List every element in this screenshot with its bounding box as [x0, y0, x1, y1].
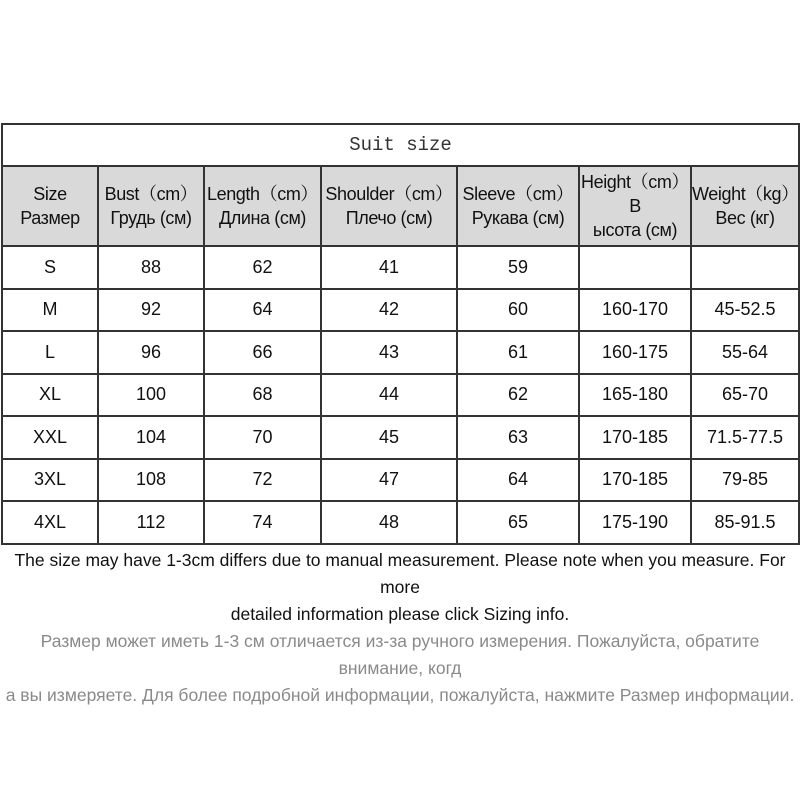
table-cell: 62	[204, 246, 321, 289]
header-line: Рукава (см)	[471, 208, 565, 228]
table-cell: M	[2, 289, 98, 332]
note-en-line: detailed information please click Sizing info.	[230, 603, 570, 624]
table-cell: 60	[457, 289, 579, 332]
table-cell: 64	[204, 289, 321, 332]
table-cell: 85-91.5	[691, 501, 799, 544]
column-header	[204, 166, 321, 246]
header-line: Длина (см)	[218, 208, 307, 228]
table-cell: 65-70	[691, 374, 799, 417]
size-chart-table	[1, 123, 800, 545]
table-cell: 47	[321, 459, 457, 502]
column-header	[457, 166, 579, 246]
table-cell: 43	[321, 331, 457, 374]
table-cell: 112	[98, 501, 204, 544]
table-cell: 74	[204, 501, 321, 544]
table-cell: 175-190	[579, 501, 691, 544]
table-cell: 64	[457, 459, 579, 502]
table-cell: 92	[98, 289, 204, 332]
table-title: Suit size	[2, 124, 799, 166]
table-row	[2, 289, 799, 332]
table-row	[2, 374, 799, 417]
table-cell: 55-64	[691, 331, 799, 374]
header-line: Грудь (см)	[110, 208, 192, 228]
table-cell: 66	[204, 331, 321, 374]
table-cell: 63	[457, 416, 579, 459]
table-cell: 65	[457, 501, 579, 544]
header-line: Length（cm）	[206, 184, 319, 204]
header-line: Weight（kg）	[692, 184, 799, 204]
table-cell: 62	[457, 374, 579, 417]
table-cell: 45-52.5	[691, 289, 799, 332]
table-row	[2, 331, 799, 374]
column-header	[691, 166, 799, 246]
table-cell: 104	[98, 416, 204, 459]
table-cell: 4XL	[2, 501, 98, 544]
header-line: Sleeve（cm）	[462, 184, 574, 204]
header-line: ысота (см)	[592, 220, 678, 240]
table-cell: 45	[321, 416, 457, 459]
table-cell: 48	[321, 501, 457, 544]
table-cell: XL	[2, 374, 98, 417]
table-cell: 100	[98, 374, 204, 417]
table-cell: 70	[204, 416, 321, 459]
table-cell: 170-185	[579, 459, 691, 502]
note-en-line: The size may have 1-3cm differs due to manual measurement. Please note when you measure. For more	[14, 549, 786, 597]
table-row	[2, 416, 799, 459]
table-cell: 96	[98, 331, 204, 374]
table-cell: 59	[457, 246, 579, 289]
table-cell	[579, 246, 691, 289]
header-line: Height（cm）В	[580, 172, 690, 216]
column-header	[2, 166, 98, 246]
table-cell: 71.5-77.5	[691, 416, 799, 459]
header-line: Shoulder（cm）	[325, 184, 453, 204]
column-header	[321, 166, 457, 246]
table-cell: 68	[204, 374, 321, 417]
table-cell: 79-85	[691, 459, 799, 502]
table-row	[2, 246, 799, 289]
table-cell: 88	[98, 246, 204, 289]
table-cell: 160-170	[579, 289, 691, 332]
note-russian	[0, 628, 800, 709]
table-cell: 42	[321, 289, 457, 332]
table-cell: 3XL	[2, 459, 98, 502]
note-ru-line: Размер может иметь 1-3 см отличается из-за ручного измерения. Пожалуйста, обратите внимание, когд	[40, 630, 760, 678]
header-line: Вес (кг)	[715, 208, 775, 228]
table-cell: 72	[204, 459, 321, 502]
note-ru-line: а вы измеряете. Для более подробной информации, пожалуйста, нажмите Размер информации.	[5, 684, 795, 705]
column-header	[579, 166, 691, 246]
table-cell: 61	[457, 331, 579, 374]
note-english	[0, 547, 800, 628]
header-line: Плечо (см)	[345, 208, 433, 228]
header-line: Bust（cm）	[104, 184, 198, 204]
table-cell	[691, 246, 799, 289]
table-cell: 165-180	[579, 374, 691, 417]
header-line: Размер	[20, 208, 80, 228]
table-cell: 108	[98, 459, 204, 502]
column-header	[98, 166, 204, 246]
table-cell: 160-175	[579, 331, 691, 374]
table-cell: 41	[321, 246, 457, 289]
table-cell: 44	[321, 374, 457, 417]
table-row	[2, 459, 799, 502]
table-cell: XXL	[2, 416, 98, 459]
header-line: Size	[33, 184, 67, 204]
table-cell: 170-185	[579, 416, 691, 459]
table-row	[2, 501, 799, 544]
table-cell: L	[2, 331, 98, 374]
table-cell: S	[2, 246, 98, 289]
